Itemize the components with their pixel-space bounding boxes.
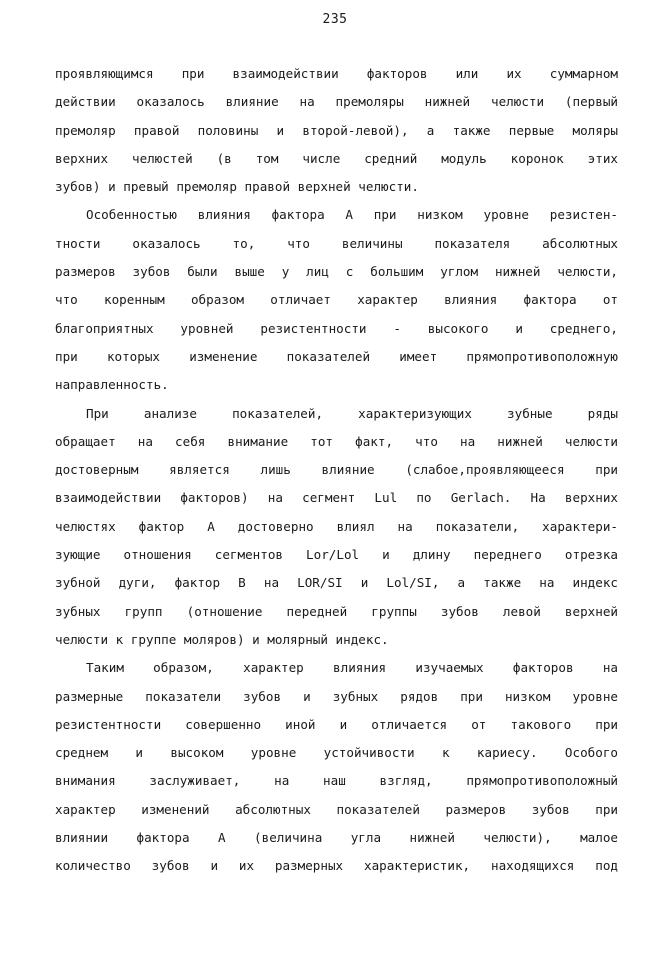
text-line: челюсти к группе моляров) и молярный индекс.	[55, 631, 389, 647]
page-number: 235	[322, 12, 348, 27]
text-line: действии оказалось влияние на премоляры нижней челюсти (первый	[55, 94, 618, 110]
text-line: направленность.	[55, 377, 169, 393]
text-line: взаимодействии факторов) на сегмент Lul по Gerlach. На верхних	[55, 490, 618, 506]
paragraph-2	[55, 201, 618, 399]
text-line: размерные показатели зубов и зубных рядов при низком уровне	[55, 688, 618, 704]
text-line: достоверным является лишь влияние (слабое,проявляющееся при	[55, 462, 618, 478]
text-line: количество зубов и их размерных характеристик, находящихся под	[55, 858, 618, 874]
text-line: при которых изменение показателей имеет прямопротивоположную	[55, 348, 618, 364]
text-line: характер изменений абсолютных показателей размеров зубов при	[55, 801, 618, 817]
text-line: что коренным образом отличает характер влияния фактора от	[55, 292, 618, 308]
text-line: челюстях фактор А достоверно влиял на показатели, характери-	[55, 518, 618, 534]
text-line: размеров зубов были выше у лиц с большим углом нижней челюсти,	[55, 264, 618, 280]
text-line: обращает на себя внимание тот факт, что на нижней челюсти	[55, 433, 618, 449]
text-line: влиянии фактора А (величина угла нижней челюсти), малое	[55, 830, 618, 846]
text-line: внимания заслуживает, на наш взгляд, прямопротивоположный	[55, 773, 618, 789]
text-line: Таким образом, характер влияния изучаемых факторов на	[86, 660, 618, 676]
text-line: зубов) и превый премоляр правой верхней челюсти.	[55, 179, 419, 195]
text-line: При анализе показателей, характеризующих зубные ряды	[86, 405, 618, 421]
text-line: благоприятных уровней резистентности - высокого и среднего,	[55, 320, 618, 336]
text-line: премоляр правой половины и второй-левой), а также первые моляры	[55, 122, 618, 138]
paragraph-4	[55, 654, 618, 880]
text-line: проявляющимся при взаимодействии факторов или их суммарном	[55, 66, 618, 81]
text-line: верхних челюстей (в том числе средний модуль коронок этих	[55, 150, 618, 166]
paragraph-1	[55, 60, 618, 201]
paragraph-3	[55, 400, 618, 655]
text-line: среднем и высоком уровне устойчивости к кариесу. Особого	[55, 745, 618, 761]
text-line: зубных групп (отношение передней группы зубов левой верхней	[55, 603, 618, 619]
text-line: зующие отношения сегментов Lor/Lol и длину переднего отрезка	[55, 547, 618, 563]
text-line: тности оказалось то, что величины показателя абсолютных	[55, 235, 618, 251]
text-line: Особенностью влияния фактора А при низком уровне резистен-	[86, 207, 618, 223]
text-line: зубной дуги, фактор В на LOR/SI и Lol/SI, а также на индекс	[55, 575, 618, 591]
text-line: резистентности совершенно иной и отличается от такового при	[55, 716, 618, 732]
body-text	[55, 60, 618, 881]
